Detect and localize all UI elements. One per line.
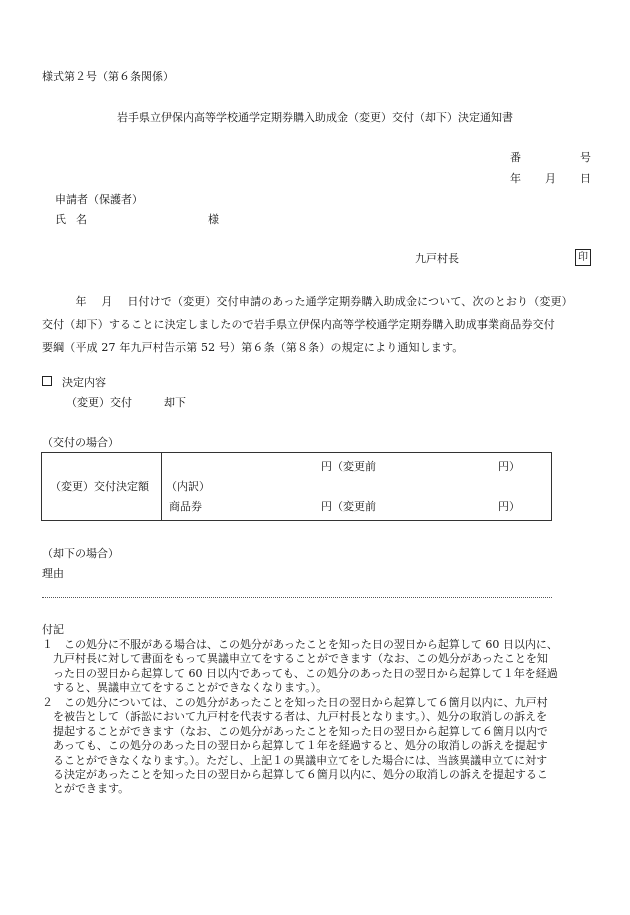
document-title: 岩手県立伊保内高等学校通学定期券購入助成金（変更）交付（却下）決定通知書 bbox=[117, 111, 513, 124]
voucher-yen-close: 円） bbox=[498, 500, 520, 513]
decision-options bbox=[66, 396, 186, 411]
date-year-label: 年 bbox=[510, 172, 521, 185]
voucher-yen: 円（変更前 bbox=[321, 500, 376, 513]
number-suffix: 号 bbox=[580, 151, 591, 164]
note-line: ることができなくなります。）。ただし、上記１の異議申立てをした場合には、当該異議申立てに対す bbox=[42, 753, 548, 767]
checkbox-icon bbox=[42, 376, 52, 386]
body-line: 交付（却下）することに決定しましたので岩手県立伊保内高等学校通学定期券購入助成事業商品券交付 bbox=[42, 318, 555, 331]
grant-amount-label: （変更）交付決定額 bbox=[50, 480, 149, 493]
table-divider bbox=[161, 453, 162, 520]
body-line: 年 月 日付けで（変更）交付申請のあった通学定期券購入助成金について、次のとおり（変更） bbox=[42, 295, 573, 308]
note-line: ２ この処分については、この処分があったことを知った日の翌日から起算して６箇月以内に、九戸村 bbox=[42, 696, 548, 709]
grant-amount-yen: 円（変更前 bbox=[321, 460, 376, 473]
note-line: １ この処分に不服がある場合は、この処分があったことを知った日の翌日から起算して 60 日以内に、 bbox=[42, 638, 558, 651]
date-day-label: 日 bbox=[580, 172, 591, 185]
note-2 bbox=[42, 696, 597, 797]
applicant-label: 申請者（保護者） bbox=[55, 193, 143, 206]
date-month-label: 月 bbox=[545, 172, 556, 185]
note-line: すると、異議申立てをすることができなくなります。）。 bbox=[42, 681, 328, 695]
option-reject: 却下 bbox=[164, 396, 186, 409]
reason-label: 理由 bbox=[42, 567, 64, 580]
note-line: った日の翌日から起算して 60 日以内であっても、この処分のあった日の翌日から起算して１年を経過 bbox=[42, 666, 558, 680]
issuer-name: 九戸村長 bbox=[415, 252, 459, 265]
note-line: とができます。 bbox=[42, 782, 130, 796]
seal-icon: 印 bbox=[575, 249, 591, 266]
honorific: 様 bbox=[208, 213, 219, 226]
note-line: 提起することができます（なお、この処分があったことを知った日の翌日から起算して６箇月以内で bbox=[42, 724, 548, 738]
voucher-label: 商品券 bbox=[169, 500, 202, 513]
option-change-grant: （変更）交付 bbox=[66, 396, 132, 409]
decision-heading bbox=[42, 376, 106, 391]
form-number: 様式第２号（第６条関係） bbox=[42, 70, 174, 83]
number-label: 番 bbox=[510, 151, 521, 164]
decision-heading-text: 決定内容 bbox=[62, 376, 106, 389]
grant-case-label: （交付の場合） bbox=[42, 436, 119, 449]
name-label: 氏名 bbox=[55, 213, 97, 226]
note-line: る決定があったことを知った日の翌日から起算して６箇月以内に、処分の取消しの訴えを提起するこ bbox=[42, 768, 548, 782]
reject-case-label: （却下の場合） bbox=[42, 547, 119, 560]
note-line: あっても、この処分のあった日の翌日から起算して１年を経過すると、処分の取消しの訴えを提起す bbox=[42, 739, 548, 753]
divider bbox=[42, 597, 552, 598]
grant-amount-yen-close: 円） bbox=[498, 460, 520, 473]
note-line: を被告として（訴訟において九戸村を代表する者は、九戸村長となります。）、処分の取消しの訴えを bbox=[42, 710, 548, 724]
grant-amount-table bbox=[41, 452, 552, 521]
notification-body bbox=[42, 290, 597, 359]
notes-heading: 付記 bbox=[42, 623, 64, 636]
body-line: 要綱（平成 27 年九戸村告示第 52 号）第６条（第８条）の規定により通知します。 bbox=[42, 341, 464, 354]
note-1 bbox=[42, 638, 597, 696]
breakdown-label: （内訳） bbox=[166, 480, 210, 493]
note-line: 九戸村長に対して書面をもって異議申立てをすることができます（なお、この処分があったことを知 bbox=[42, 652, 548, 666]
